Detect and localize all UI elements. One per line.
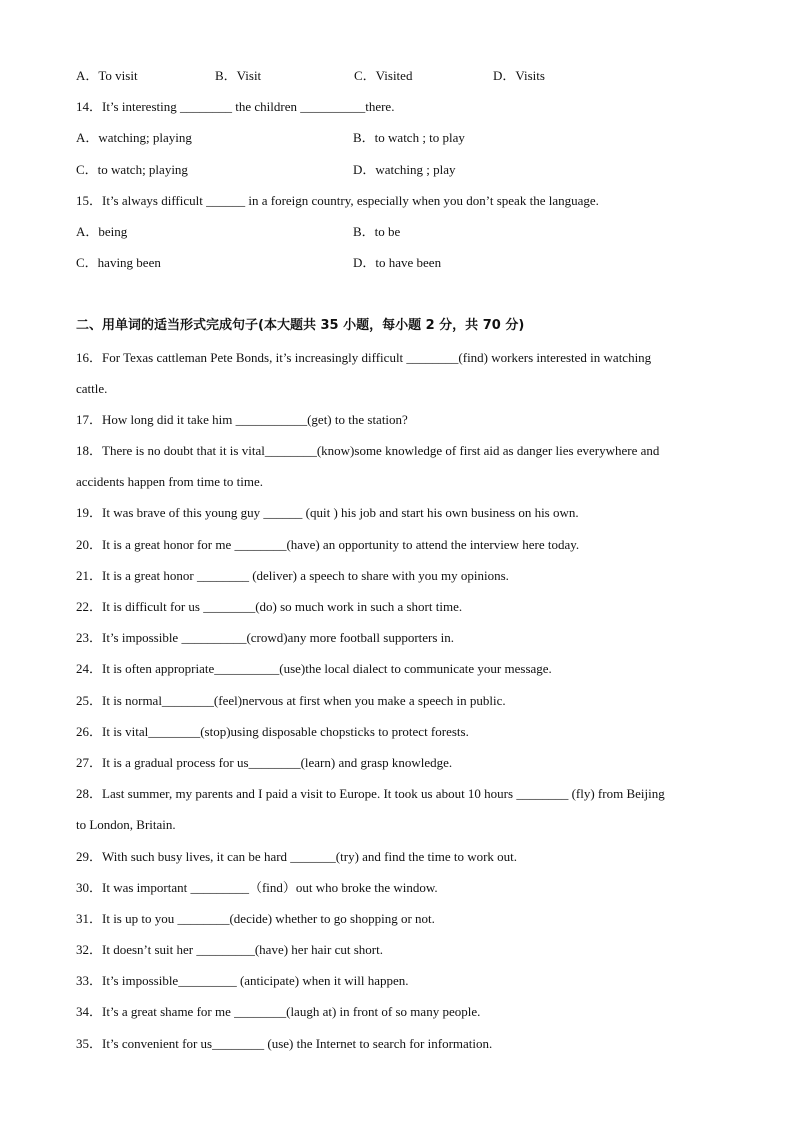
section-spacer <box>76 284 716 316</box>
q15-option-b: B．to be <box>353 223 401 239</box>
q14-option-a: A．watching; playing <box>76 130 192 146</box>
q15-options-row1 <box>76 222 716 253</box>
question-line: 21．It is a great honor ________ (deliver) a speech to share with you my opinions. <box>76 567 509 583</box>
question-line: 19．It was brave of this young guy ______ (quit ) his job and start his own business on his own. <box>76 505 579 521</box>
question-line: 24．It is often appropriate__________(use)the local dialect to communicate your message. <box>76 661 552 677</box>
q14-stem: 14．It’s interesting ________ the children __________there. <box>76 99 395 115</box>
question-line: 22．It is difficult for us ________(do) so much work in such a short time. <box>76 599 463 614</box>
question-line: 28．Last summer, my parents and I paid a visit to Europe. It took us about 10 hours ________ (fly) from Beijing <box>76 786 665 802</box>
question-line-continued: accidents happen from time to time. <box>76 474 263 490</box>
question-line: 35．It’s convenient for us________ (use) the Internet to search for information. <box>76 1035 493 1051</box>
q15-option-c: C．having been <box>76 255 161 271</box>
q14-option-b: B．to watch ; to play <box>353 130 465 146</box>
q14-option-d: D．watching ; play <box>353 161 456 177</box>
q15-option-a: A．being <box>76 223 128 239</box>
question-line: 34．It’s a great shame for me ________(laugh at) in front of so many people. <box>76 1004 481 1020</box>
q13-option-c: C．Visited <box>354 68 413 83</box>
question-line-continued: cattle. <box>76 380 108 396</box>
question-line: 16．For Texas cattleman Pete Bonds, it’s increasingly difficult ________(find) workers interested in watching <box>76 349 652 365</box>
q13-option-b: B．Visit <box>215 68 262 83</box>
section-2-title: 二、用单词的适当形式完成句子(本大题共 35 小题，每小题 2 分，共 70 分) <box>76 318 525 334</box>
q13-option-d: D．Visits <box>493 68 545 83</box>
q13-option-a: A．To visit <box>76 68 138 83</box>
question-line: 29．With such busy lives, it can be hard _______(try) and find the time to work out. <box>76 848 518 864</box>
q14-options-row1 <box>76 128 716 159</box>
q13-options <box>76 66 716 97</box>
q15-stem: 15．It’s always difficult ______ in a foreign country, especially when you don’t speak the language. <box>76 192 599 208</box>
question-line: 20．It is a great honor for me ________(have) an opportunity to attend the interview here today. <box>76 536 580 552</box>
question-line: 18．There is no doubt that it is vital________(know)some knowledge of first aid as danger lies everywhere and <box>76 443 660 459</box>
question-line: 25．It is normal________(feel)nervous at first when you make a speech in public. <box>76 692 506 708</box>
question-line: 27．It is a gradual process for us________(learn) and grasp knowledge. <box>76 754 453 770</box>
question-line-continued: to London, Britain. <box>76 817 176 833</box>
question-line: 23．It’s impossible __________(crowd)any more football supporters in. <box>76 630 455 646</box>
q15-options-row2 <box>76 253 716 284</box>
q15-option-d: D．to have been <box>353 255 442 271</box>
question-line: 33．It’s impossible_________ (anticipate) when it will happen. <box>76 973 409 989</box>
question-line: 32．It doesn’t suit her _________(have) her hair cut short. <box>76 942 383 958</box>
question-line: 26．It is vital________(stop)using disposable chopsticks to protect forests. <box>76 723 469 739</box>
question-line: 31．It is up to you ________(decide) whether to go shopping or not. <box>76 910 435 926</box>
q14-options-row2 <box>76 160 716 191</box>
question-list <box>76 348 716 1065</box>
question-line: 17．How long did it take him ___________(get) to the station? <box>76 411 408 427</box>
q14-option-c: C．to watch; playing <box>76 161 188 177</box>
question-line: 30．It was important _________（find）out who broke the window. <box>76 879 438 895</box>
worksheet-page <box>76 66 716 1065</box>
